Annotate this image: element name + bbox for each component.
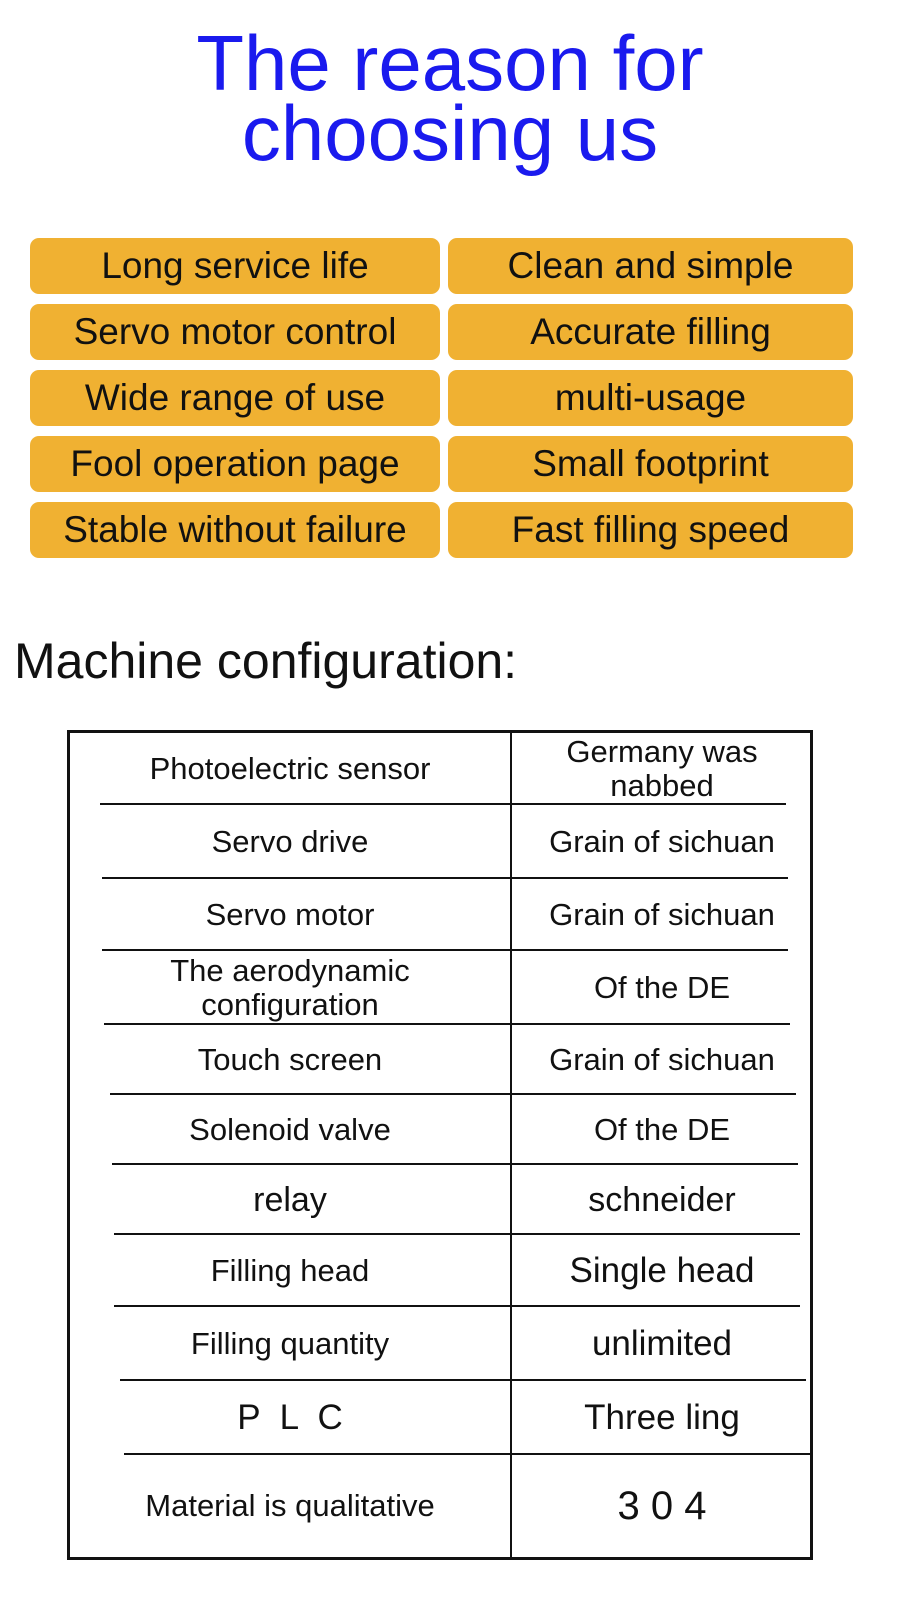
reason-pill: Clean and simple xyxy=(448,238,853,294)
config-value: schneider xyxy=(588,1181,736,1219)
config-value: Germany was nabbed xyxy=(566,734,758,803)
config-value: Grain of sichuan xyxy=(549,824,775,859)
config-item: Solenoid valve xyxy=(189,1112,391,1147)
config-item: The aerodynamic configuration xyxy=(170,953,410,1022)
table-row xyxy=(70,1095,810,1165)
table-row xyxy=(70,805,810,879)
reason-pill: Fool operation page xyxy=(30,436,440,492)
config-item: relay xyxy=(253,1181,327,1219)
title-line-2: choosing us xyxy=(241,89,659,177)
reason-pill: Servo motor control xyxy=(30,304,440,360)
reason-pill: Small footprint xyxy=(448,436,853,492)
title-line-1: The reason for xyxy=(196,19,704,107)
table-row xyxy=(70,1025,810,1095)
table-row xyxy=(70,879,810,951)
reason-pill: multi-usage xyxy=(448,370,853,426)
page-title xyxy=(0,19,900,177)
reason-pill: Fast filling speed xyxy=(448,502,853,558)
config-value: Of the DE xyxy=(593,1112,731,1147)
config-value: Of the DE xyxy=(593,970,731,1005)
config-item: Photoelectric sensor xyxy=(149,751,431,786)
config-value: Grain of sichuan xyxy=(549,1042,775,1077)
config-value: Three ling xyxy=(584,1398,740,1437)
config-item: Servo drive xyxy=(211,824,369,859)
config-value: 3 0 4 xyxy=(617,1484,707,1528)
table-row xyxy=(70,1235,810,1307)
config-title: Machine configuration: xyxy=(14,633,518,689)
config-item: Filling head xyxy=(210,1253,370,1288)
config-value: Single head xyxy=(569,1251,755,1290)
reason-pill: Wide range of use xyxy=(30,370,440,426)
config-item: Touch screen xyxy=(197,1042,383,1077)
config-item: Servo motor xyxy=(205,897,375,932)
table-row xyxy=(70,951,810,1025)
table-row xyxy=(70,1381,810,1455)
reason-pill: Accurate filling xyxy=(448,304,853,360)
config-item: Filling quantity xyxy=(190,1326,390,1361)
config-value: Grain of sichuan xyxy=(549,897,775,932)
table-row xyxy=(70,1455,810,1557)
config-item: P L C xyxy=(237,1398,343,1437)
config-item: Material is qualitative xyxy=(145,1488,435,1523)
config-value: unlimited xyxy=(591,1324,733,1363)
table-row xyxy=(70,733,810,805)
config-table xyxy=(67,730,813,1560)
reason-pill: Stable without failure xyxy=(30,502,440,558)
table-row xyxy=(70,1165,810,1235)
reason-pill: Long service life xyxy=(30,238,440,294)
table-row xyxy=(70,1307,810,1381)
